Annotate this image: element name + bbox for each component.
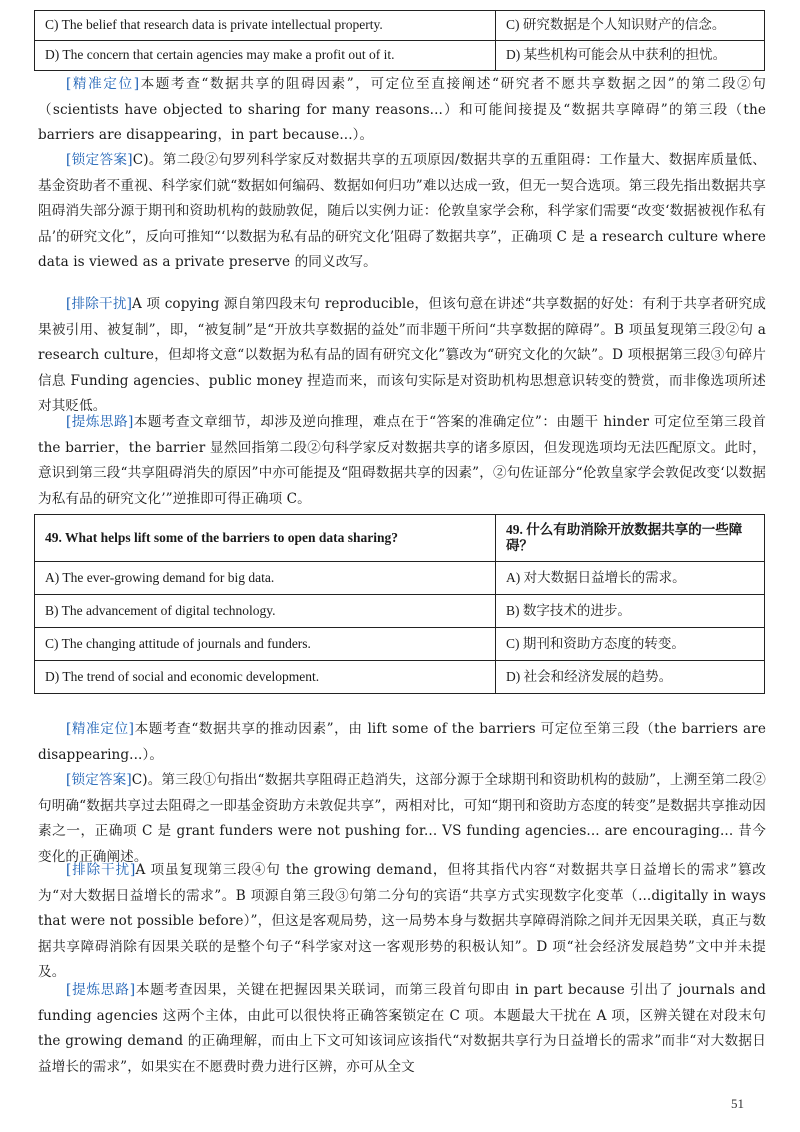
table-row	[35, 628, 765, 661]
option-zh: B) 数字技术的进步。	[496, 595, 765, 628]
q48-exclude-paragraph	[38, 292, 766, 420]
option-en: D) The trend of social and economic development.	[35, 661, 496, 694]
option-zh: D) 某些机构可能会从中获利的担忧。	[496, 41, 765, 71]
option-en: A) The ever-growing demand for big data.	[35, 562, 496, 595]
table-row	[35, 41, 765, 71]
locate-tag: [精准定位]	[66, 721, 135, 737]
refine-text: 本题考查因果，关键在把握因果关联词，而第三段首句即由 in part because 引出了 journals and funding agencies 这两个主体，由此可以很快将正确答案锁定在 C 项。本题最大干扰在 A 项，区辨关键在对段末句 the growing demand 的正确理解，而由上下文可知该词应该指代“对数据共享行为日益增长的需求”而非“对大数据日益增长的需求”，如果实在不愿费时费力进行区辨，亦可从全文	[38, 982, 766, 1075]
exclude-tag: [排除干扰]	[66, 862, 136, 878]
exclude-text: A 项虽复现第三段④句 the growing demand，但将其指代内容“对数据共享日益增长的需求”篡改为“对大数据日益增长的需求”。B 项源自第三段③句第二分句的宾语“共享方式实现数字化变革（...digitally in ways that were not possible before）”，但这是客观局势，这一局势本身与数据共享障碍消除之间并无因果关联，真正与数据共享障碍消除有因果关联的是整个句子“科学家对这一客观形势的积极认知”。D 项“社会经济发展趋势”文中并未提及。	[38, 862, 766, 980]
table-row	[35, 11, 765, 41]
option-zh: C) 研究数据是个人知识财产的信念。	[496, 11, 765, 41]
locate-tag: [精准定位]	[66, 76, 140, 92]
q49-refine-paragraph	[38, 978, 766, 1080]
q49-locate-paragraph	[38, 717, 766, 768]
options-table-q49	[34, 514, 765, 694]
option-en: C) The changing attitude of journals and funders.	[35, 628, 496, 661]
q48-answer-paragraph	[38, 148, 766, 276]
exclude-tag: [排除干扰]	[66, 296, 132, 312]
option-zh: C) 期刊和资助方态度的转变。	[496, 628, 765, 661]
page-number: 51	[731, 1096, 744, 1111]
q49-answer-paragraph	[38, 768, 766, 870]
refine-tag: [提炼思路]	[66, 414, 134, 430]
answer-tag: [锁定答案]	[66, 152, 133, 168]
locate-text: 本题考查“数据共享的阻碍因素”，可定位至直接阐述“研究者不愿共享数据之因”的第二段②句（scientists have objected to sharing for many reasons...）和可能间接提及“数据共享障碍”的第三段（the barriers are disappearing，in part because...）。	[38, 76, 766, 143]
table-row	[35, 562, 765, 595]
option-en: D) The concern that certain agencies may make a profit out of it.	[35, 41, 496, 71]
option-zh: A) 对大数据日益增长的需求。	[496, 562, 765, 595]
option-en: B) The advancement of digital technology.	[35, 595, 496, 628]
table-row	[35, 595, 765, 628]
option-en: C) The belief that research data is private intellectual property.	[35, 11, 496, 41]
question-en: 49. What helps lift some of the barriers to open data sharing?	[35, 515, 496, 562]
refine-tag: [提炼思路]	[66, 982, 136, 998]
q48-refine-paragraph	[38, 410, 766, 512]
options-table-q48	[34, 10, 765, 71]
question-zh: 49. 什么有助消除开放数据共享的一些障碍？	[496, 515, 765, 562]
question-row	[35, 515, 765, 562]
table-row	[35, 661, 765, 694]
q48-locate-paragraph	[38, 72, 766, 149]
refine-text: 本题考查文章细节，却涉及逆向推理，难点在于“答案的准确定位”：由题干 hinder 可定位至第三段首 the barrier，the barrier 显然回指第二段②句科学家反对数据共享的诸多原因，但发现选项均无法匹配原文。此时，意识到第三段“共享阻碍消失的原因”中亦可能提及“阻碍数据共享的因素”，②句佐证部分“伦敦皇家学会敦促改变‘以数据为私有品的研究文化’”逆推即可得正确项 C。	[38, 414, 766, 507]
q49-exclude-paragraph	[38, 858, 766, 986]
option-zh: D) 社会和经济发展的趋势。	[496, 661, 765, 694]
locate-text: 本题考查“数据共享的推动因素”，由 lift some of the barriers 可定位至第三段（the barriers are disappearing...）。	[38, 721, 766, 763]
answer-tag: [锁定答案]	[66, 772, 132, 788]
answer-text: C)。第三段①句指出“数据共享阻碍正趋消失，这部分源于全球期刊和资助机构的鼓励”，上溯至第二段②句明确“数据共享过去阻碍之一即基金资助方未敦促共享”，两相对比，可知“期刊和资助方态度的转变”是数据共享推动因素之一，正确项 C 是 grant funders were not pushing for... VS funding agencies... are encouraging... 昔今变化的正确阐述。	[38, 772, 766, 865]
exclude-text: A 项 copying 源自第四段末句 reproducible，但该句意在讲述“共享数据的好处：有利于共享者研究成果被引用、被复制”，即，“被复制”是“开放共享数据的益处”而非题干所问“共享数据的障碍”。B 项虽复现第三段②句 a research culture，但却将文意“以数据为私有品的固有研究文化”篡改为“研究文化的欠缺”。D 项根据第三段③句碎片信息 Funding agencies、public money 捏造而来，而该句实际是对资助机构思想意识转变的赞赏，而非像选项所述对其贬低。	[38, 296, 766, 414]
answer-text: C)。第二段②句罗列科学家反对数据共享的五项原因/数据共享的五重阻碍：工作量大、数据库质量低、基金资助者不重视、科学家们就“数据如何编码、数据如何归功”难以达成一致，但无一契合选项。第三段先指出数据共享阻碍消失部分源于期刊和资助机构的鼓励敦促，随后以实例力证：伦敦皇家学会称，科学家们需要“改变‘数据被视作私有品’的研究文化”，反向可推知“‘以数据为私有品的研究文化’阻碍了数据共享”，正确项 C 是 a research culture where data is viewed as a private preserve 的同义改写。	[38, 152, 766, 270]
